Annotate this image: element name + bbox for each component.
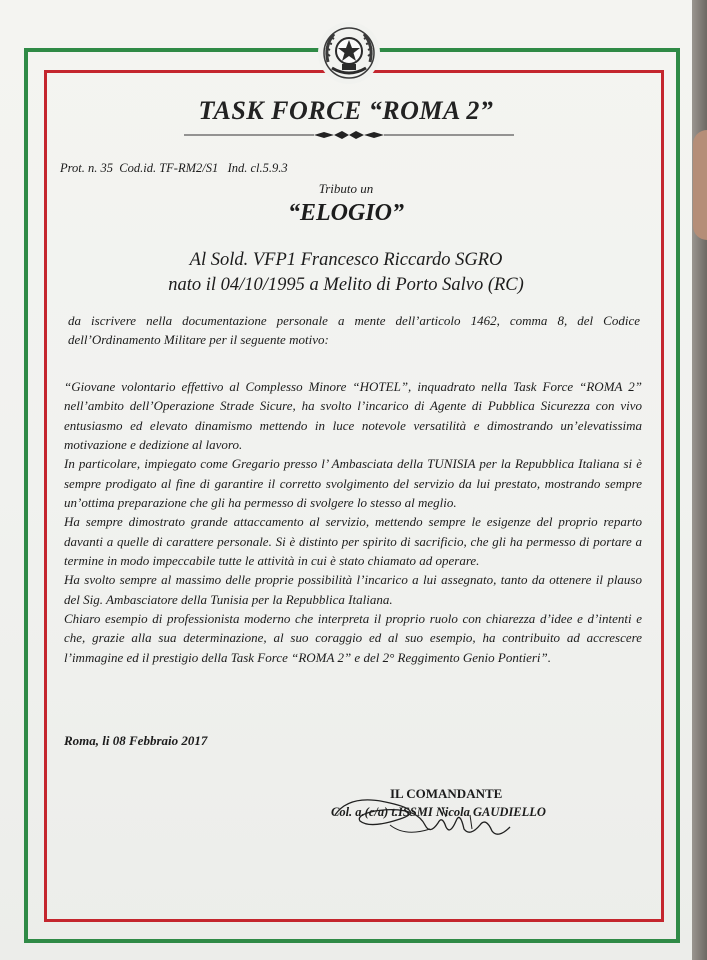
citation-paragraph: Ha svolto sempre al massimo delle proprie possibilità l’incarico a lui assegnato, tanto da ottenere il plauso del Sig. Ambasciatore della Tunisia per la Repubblica Italiana.	[64, 572, 642, 607]
title-ornament-divider	[184, 128, 514, 142]
intro-paragraph: da iscrivere nella documentazione personale a mente dell’articolo 1462, comma 8, del Codice dell’Ordinamento Militare per il seguente motivo:	[68, 313, 640, 347]
commander-title: IL COMANDANTE	[390, 786, 503, 801]
recipient-name: Al Sold. VFP1 Francesco Riccardo SGRO	[189, 250, 503, 270]
italian-republic-emblem-icon	[318, 22, 380, 84]
citation-body	[64, 377, 642, 667]
award-title: “ELOGIO”	[287, 200, 404, 226]
citation-paragraph: Ha sempre dimostrato grande attaccamento al servizio, mettendo sempre le esigenze del proprio reparto davanti a quelle di carattere personale. Si è distinto per spirito di sacrificio, che gli ha permesso di portare a termine in modo impeccabile tutte le attività in cui è stato chiamato ad operare.	[64, 514, 642, 569]
date-line: Roma, li 08 Febbraio 2017	[64, 733, 208, 748]
handwritten-signature	[330, 785, 520, 847]
citation-paragraph: In particolare, impiegato come Gregario presso l’ Ambasciata della TUNISIA per la Repubblica Italiana si è sempre prodigato al fine di garantire il corretto svolgimento del servizio da lui prestato, mostrando sempre un’ottima preparazione che gli ha permesso di svolgere lo stesso al meglio.	[64, 456, 642, 511]
commander-name: Col. a.(c/a) t.ISSMI Nicola GAUDIELLO	[331, 805, 546, 819]
protocol-reference: Prot. n. 35 Cod.id. TF-RM2/S1 Ind. cl.5.9.3	[60, 161, 288, 175]
document-heading: TASK FORCE “ROMA 2”	[198, 96, 494, 125]
recipient-birth: nato il 04/10/1995 a Melito di Porto Salvo (RC)	[168, 275, 524, 295]
citation-paragraph: “Giovane volontario effettivo al Complesso Minore “HOTEL”, inquadrato nella Task Force “ROMA 2” nell’ambito dell’Operazione Strade Sicure, ha svolto l’incarico di Agente di Pubblica Sicurezza con vivo entusiasmo ed elevato dinamismo mettendo in luce notevole versatilità e dimostrando un’elevatissima motivazione e dedizione al lavoro.	[64, 379, 642, 453]
citation-paragraph: Chiaro esempio di professionista moderno che interpreta il proprio ruolo con chiarezza d’idee e d’intenti e che, grazie alla sua determinazione, al suo coraggio ed al suo esempio, ha contribuito ad accrescere l’immagine ed il prestigio della Task Force “ROMA 2” e del 2° Reggimento Genio Pontieri”.	[64, 611, 642, 665]
recipient-block	[0, 248, 692, 298]
tributo-label: Tributo un	[318, 181, 374, 196]
thumb-edge	[693, 130, 707, 240]
